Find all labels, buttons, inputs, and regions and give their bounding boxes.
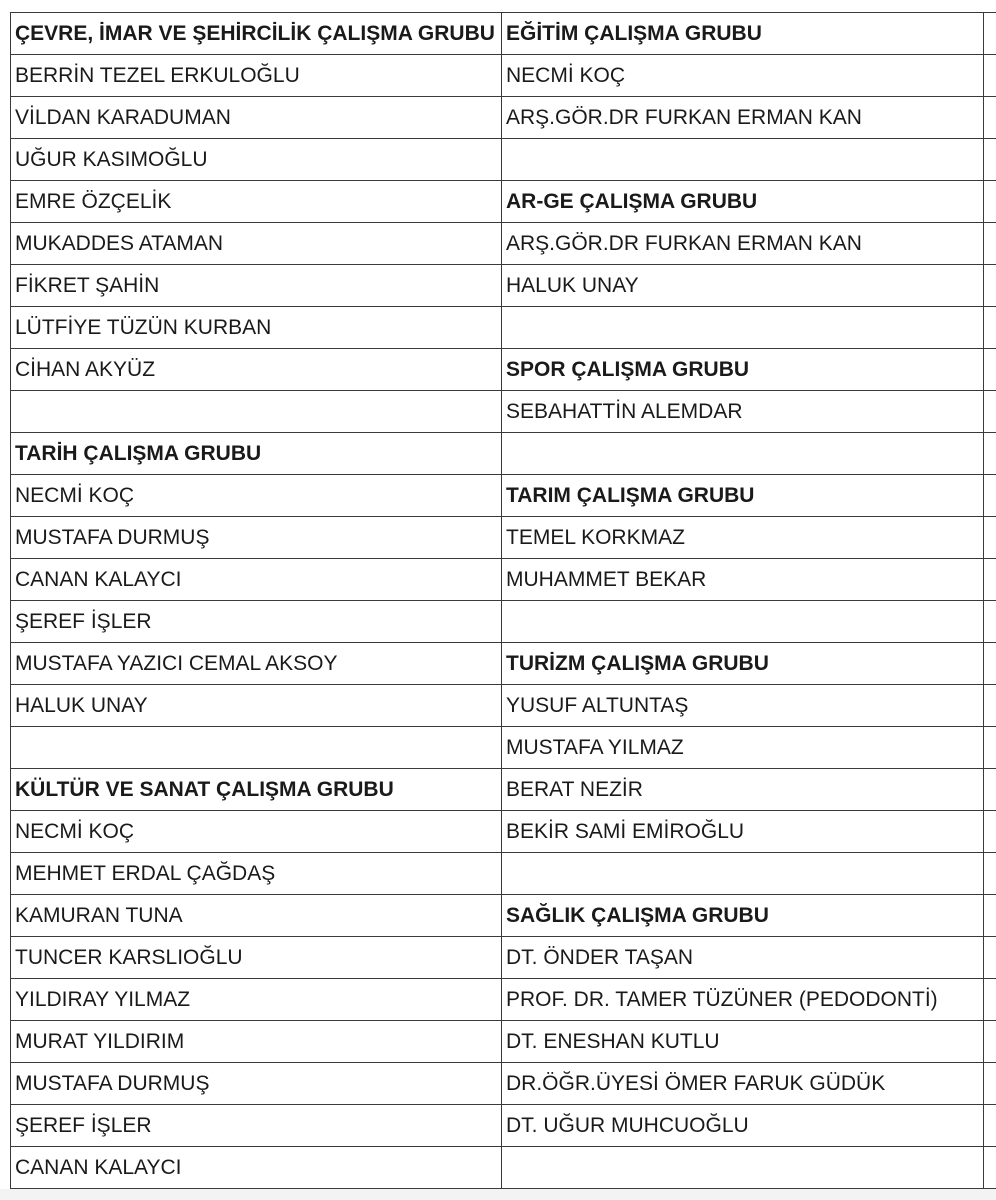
table-row [11, 1021, 984, 1063]
table-row [11, 181, 984, 223]
table-row [11, 811, 984, 853]
cell-right[interactable]: TARIM ÇALIŞMA GRUBU [502, 475, 984, 517]
adjacent-cell [983, 181, 996, 223]
cell-right[interactable]: SAĞLIK ÇALIŞMA GRUBU [502, 895, 984, 937]
table-row [11, 685, 984, 727]
table-row [11, 727, 984, 769]
adjacent-cell [983, 643, 996, 685]
cell-left[interactable]: VİLDAN KARADUMAN [11, 97, 502, 139]
adjacent-cell [983, 1063, 996, 1105]
cell-left[interactable]: CANAN KALAYCI [11, 559, 502, 601]
cell-left[interactable]: HALUK UNAY [11, 685, 502, 727]
cell-right[interactable]: ARŞ.GÖR.DR FURKAN ERMAN KAN [502, 97, 984, 139]
adjacent-cell [983, 937, 996, 979]
table-row [11, 433, 984, 475]
cell-left[interactable]: LÜTFİYE TÜZÜN KURBAN [11, 307, 502, 349]
table-row [11, 895, 984, 937]
adjacent-cell [983, 895, 996, 937]
table-row [11, 55, 984, 97]
cell-right[interactable]: PROF. DR. TAMER TÜZÜNER (PEDODONTİ) [502, 979, 984, 1021]
cell-right[interactable]: HALUK UNAY [502, 265, 984, 307]
adjacent-cell [983, 223, 996, 265]
cell-right[interactable] [502, 853, 984, 895]
adjacent-cell [983, 1147, 996, 1189]
table-row [11, 643, 984, 685]
table-row [11, 853, 984, 895]
cell-right[interactable]: BEKİR SAMİ EMİROĞLU [502, 811, 984, 853]
cell-right[interactable]: SEBAHATTİN ALEMDAR [502, 391, 984, 433]
adjacent-cell [983, 559, 996, 601]
adjacent-cell [983, 433, 996, 475]
adjacent-cell [983, 13, 996, 55]
cell-left[interactable]: CİHAN AKYÜZ [11, 349, 502, 391]
table-row [11, 139, 984, 181]
cell-right[interactable]: SPOR ÇALIŞMA GRUBU [502, 349, 984, 391]
adjacent-cell [983, 853, 996, 895]
cell-left[interactable]: TUNCER KARSLIOĞLU [11, 937, 502, 979]
table-row [11, 937, 984, 979]
table-row [11, 475, 984, 517]
table-body [11, 13, 984, 1189]
cell-right[interactable]: DT. ENESHAN KUTLU [502, 1021, 984, 1063]
table-row [11, 769, 984, 811]
cell-left[interactable]: MUSTAFA DURMUŞ [11, 1063, 502, 1105]
cell-left[interactable]: ŞEREF İŞLER [11, 601, 502, 643]
adjacent-cell [983, 475, 996, 517]
cell-left[interactable]: UĞUR KASIMOĞLU [11, 139, 502, 181]
cell-left[interactable]: FİKRET ŞAHİN [11, 265, 502, 307]
cell-left[interactable]: MUKADDES ATAMAN [11, 223, 502, 265]
cell-left[interactable]: KÜLTÜR VE SANAT ÇALIŞMA GRUBU [11, 769, 502, 811]
cell-left[interactable]: MEHMET ERDAL ÇAĞDAŞ [11, 853, 502, 895]
cell-right[interactable]: ARŞ.GÖR.DR FURKAN ERMAN KAN [502, 223, 984, 265]
cell-right[interactable] [502, 139, 984, 181]
sheet-bottom-margin [0, 1189, 996, 1200]
table-row [11, 517, 984, 559]
adjacent-cell [983, 979, 996, 1021]
adjacent-cell [983, 55, 996, 97]
adjacent-cell [983, 727, 996, 769]
cell-left[interactable]: BERRİN TEZEL ERKULOĞLU [11, 55, 502, 97]
adjacent-column-edge [983, 12, 996, 1189]
adjacent-cell [983, 811, 996, 853]
cell-right[interactable]: DT. ÖNDER TAŞAN [502, 937, 984, 979]
cell-left[interactable]: EMRE ÖZÇELİK [11, 181, 502, 223]
cell-left[interactable]: ŞEREF İŞLER [11, 1105, 502, 1147]
adjacent-cell [983, 769, 996, 811]
cell-right[interactable] [502, 1147, 984, 1189]
cell-right[interactable]: AR-GE ÇALIŞMA GRUBU [502, 181, 984, 223]
adjacent-cell [983, 265, 996, 307]
cell-right[interactable]: MUSTAFA YILMAZ [502, 727, 984, 769]
adjacent-cell [983, 1105, 996, 1147]
cell-left[interactable]: KAMURAN TUNA [11, 895, 502, 937]
adjacent-cell [983, 1021, 996, 1063]
cell-left[interactable]: YILDIRAY YILMAZ [11, 979, 502, 1021]
cell-right[interactable] [502, 601, 984, 643]
table-row [11, 1147, 984, 1189]
cell-right[interactable]: BERAT NEZİR [502, 769, 984, 811]
cell-right[interactable]: EĞİTİM ÇALIŞMA GRUBU [502, 13, 984, 55]
adjacent-cell [983, 685, 996, 727]
adjacent-cell [983, 307, 996, 349]
working-groups-table [10, 12, 984, 1189]
adjacent-cell [983, 517, 996, 559]
cell-right[interactable]: DT. UĞUR MUHCUOĞLU [502, 1105, 984, 1147]
cell-right[interactable]: DR.ÖĞR.ÜYESİ ÖMER FARUK GÜDÜK [502, 1063, 984, 1105]
working-groups-sheet [10, 12, 983, 1189]
cell-left[interactable]: MUSTAFA DURMUŞ [11, 517, 502, 559]
cell-left[interactable] [11, 391, 502, 433]
cell-left[interactable]: ÇEVRE, İMAR VE ŞEHİRCİLİK ÇALIŞMA GRUBU [11, 13, 502, 55]
adjacent-cell [983, 601, 996, 643]
cell-left[interactable]: MUSTAFA YAZICI CEMAL AKSOY [11, 643, 502, 685]
adjacent-cell [983, 391, 996, 433]
cell-right[interactable]: MUHAMMET BEKAR [502, 559, 984, 601]
cell-left[interactable]: CANAN KALAYCI [11, 1147, 502, 1189]
adjacent-cell [983, 97, 996, 139]
cell-right[interactable]: TURİZM ÇALIŞMA GRUBU [502, 643, 984, 685]
adjacent-cell [983, 139, 996, 181]
cell-left[interactable]: MURAT YILDIRIM [11, 1021, 502, 1063]
cell-right[interactable]: TEMEL KORKMAZ [502, 517, 984, 559]
cell-left[interactable] [11, 727, 502, 769]
table-row [11, 223, 984, 265]
cell-right[interactable] [502, 433, 984, 475]
cell-left[interactable]: TARİH ÇALIŞMA GRUBU [11, 433, 502, 475]
cell-right[interactable]: YUSUF ALTUNTAŞ [502, 685, 984, 727]
cell-left[interactable]: NECMİ KOÇ [11, 811, 502, 853]
table-row [11, 97, 984, 139]
cell-right[interactable] [502, 307, 984, 349]
adjacent-cell [983, 349, 996, 391]
cell-right[interactable]: NECMİ KOÇ [502, 55, 984, 97]
table-row [11, 1063, 984, 1105]
table-row [11, 349, 984, 391]
table-row [11, 391, 984, 433]
table-row [11, 601, 984, 643]
table-row [11, 559, 984, 601]
cell-left[interactable]: NECMİ KOÇ [11, 475, 502, 517]
table-row [11, 307, 984, 349]
table-row [11, 979, 984, 1021]
table-row [11, 265, 984, 307]
table-row [11, 13, 984, 55]
table-row [11, 1105, 984, 1147]
